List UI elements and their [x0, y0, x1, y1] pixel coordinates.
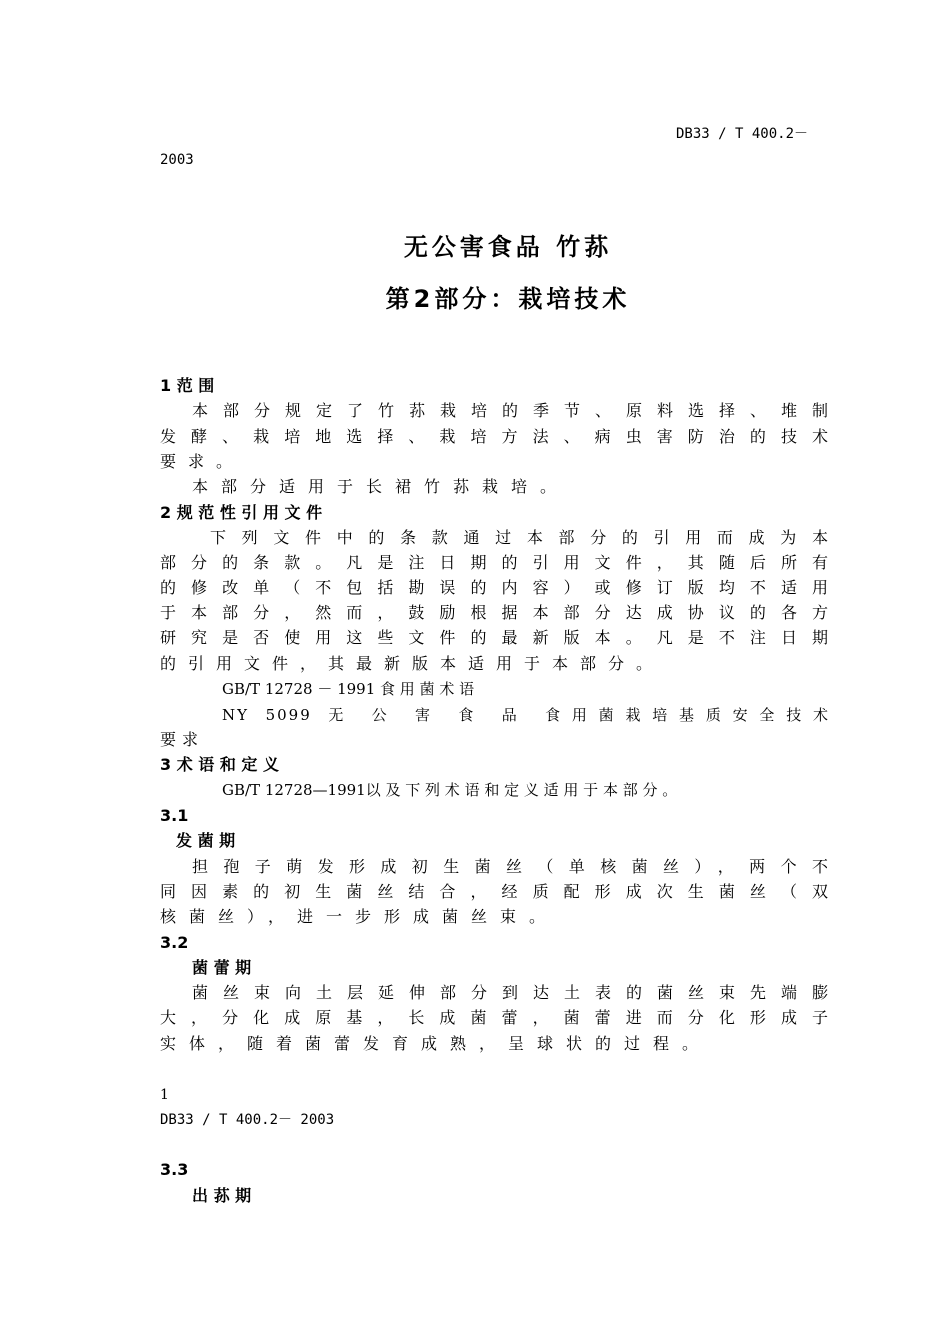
paragraph-line: GB/T 12728—1991以 及 下 列 术 语 和 定 义 适 用 于 本 部 分 。	[222, 781, 678, 799]
paragraph-line: 的引用文件，其最新版本适用于本部分。	[160, 654, 665, 673]
paragraph-line: 大，分化成原基，长成菌蕾，菌蕾进而分化形成子	[160, 1008, 830, 1027]
footer-code: DB33 / T 400.2－ 2003	[160, 1112, 335, 1128]
paragraph-line: 同因素的初生菌丝结合，经质配形成次生菌丝（双	[160, 882, 830, 901]
paragraph-line: 核菌丝），进一步形成菌丝束。	[160, 907, 559, 926]
doc-subtitle: 第2部分：栽培技术	[385, 285, 631, 313]
paragraph-line: 本部分适用于长裙竹荪栽培。	[192, 477, 570, 496]
definition-term: 发 菌 期	[176, 831, 236, 850]
paragraph-line: 要求。	[160, 452, 245, 471]
paragraph-line: 本部分规定了竹荪栽培的季节、原料选择、堆制	[192, 401, 830, 420]
paragraph-line: 研究是否使用这些文件的最新版本。凡是不注日期	[160, 628, 830, 647]
header-code: DB33 / T 400.2－	[676, 126, 809, 142]
section-2-heading: 2 规 范 性 引 用 文 件	[160, 503, 323, 522]
paragraph-line: 部分的条款。凡是注日期的引用文件，其随后所有	[160, 553, 830, 572]
doc-title: 无公害食品 竹荪	[403, 233, 613, 261]
definition-term: 出 荪 期	[192, 1186, 252, 1205]
paragraph-line: 菌丝束向土层延伸部分到达土表的菌丝束先端膨	[192, 983, 830, 1002]
paragraph-line: 发酵、栽培地选择、栽培方法、病虫害防治的技术	[160, 427, 830, 446]
page-number: 1	[160, 1087, 169, 1103]
reference-line: NY 5099 无 公 害 食 品 食用菌栽培基质安全技术	[222, 706, 830, 724]
reference-line: 要求	[160, 730, 205, 749]
paragraph-line: 的修改单（不包括勘误的内容）或修订版均不适用	[160, 578, 830, 597]
paragraph-line: 担孢子萌发形成初生菌丝（单核菌丝），两个不	[192, 857, 830, 876]
definition-number: 3.3	[160, 1160, 189, 1179]
paragraph-line: 下列文件中的条款通过本部分的引用而成为本	[210, 528, 830, 547]
definition-number: 3.2	[160, 933, 189, 952]
section-1-heading: 1 范 围	[160, 376, 215, 395]
paragraph-line: 实体，随着菌蕾发育成熟，呈球状的过程。	[160, 1034, 712, 1053]
paragraph-line: 于本部分，然而，鼓励根据本部分达成协议的各方	[160, 603, 830, 622]
reference-line: GB/T 12728 － 1991 食 用 菌 术 语	[222, 680, 475, 698]
section-3-heading: 3 术 语 和 定 义	[160, 755, 279, 774]
definition-term: 菌 蕾 期	[192, 958, 252, 977]
definition-number: 3.1	[160, 806, 189, 825]
header-code-year: 2003	[160, 152, 194, 168]
